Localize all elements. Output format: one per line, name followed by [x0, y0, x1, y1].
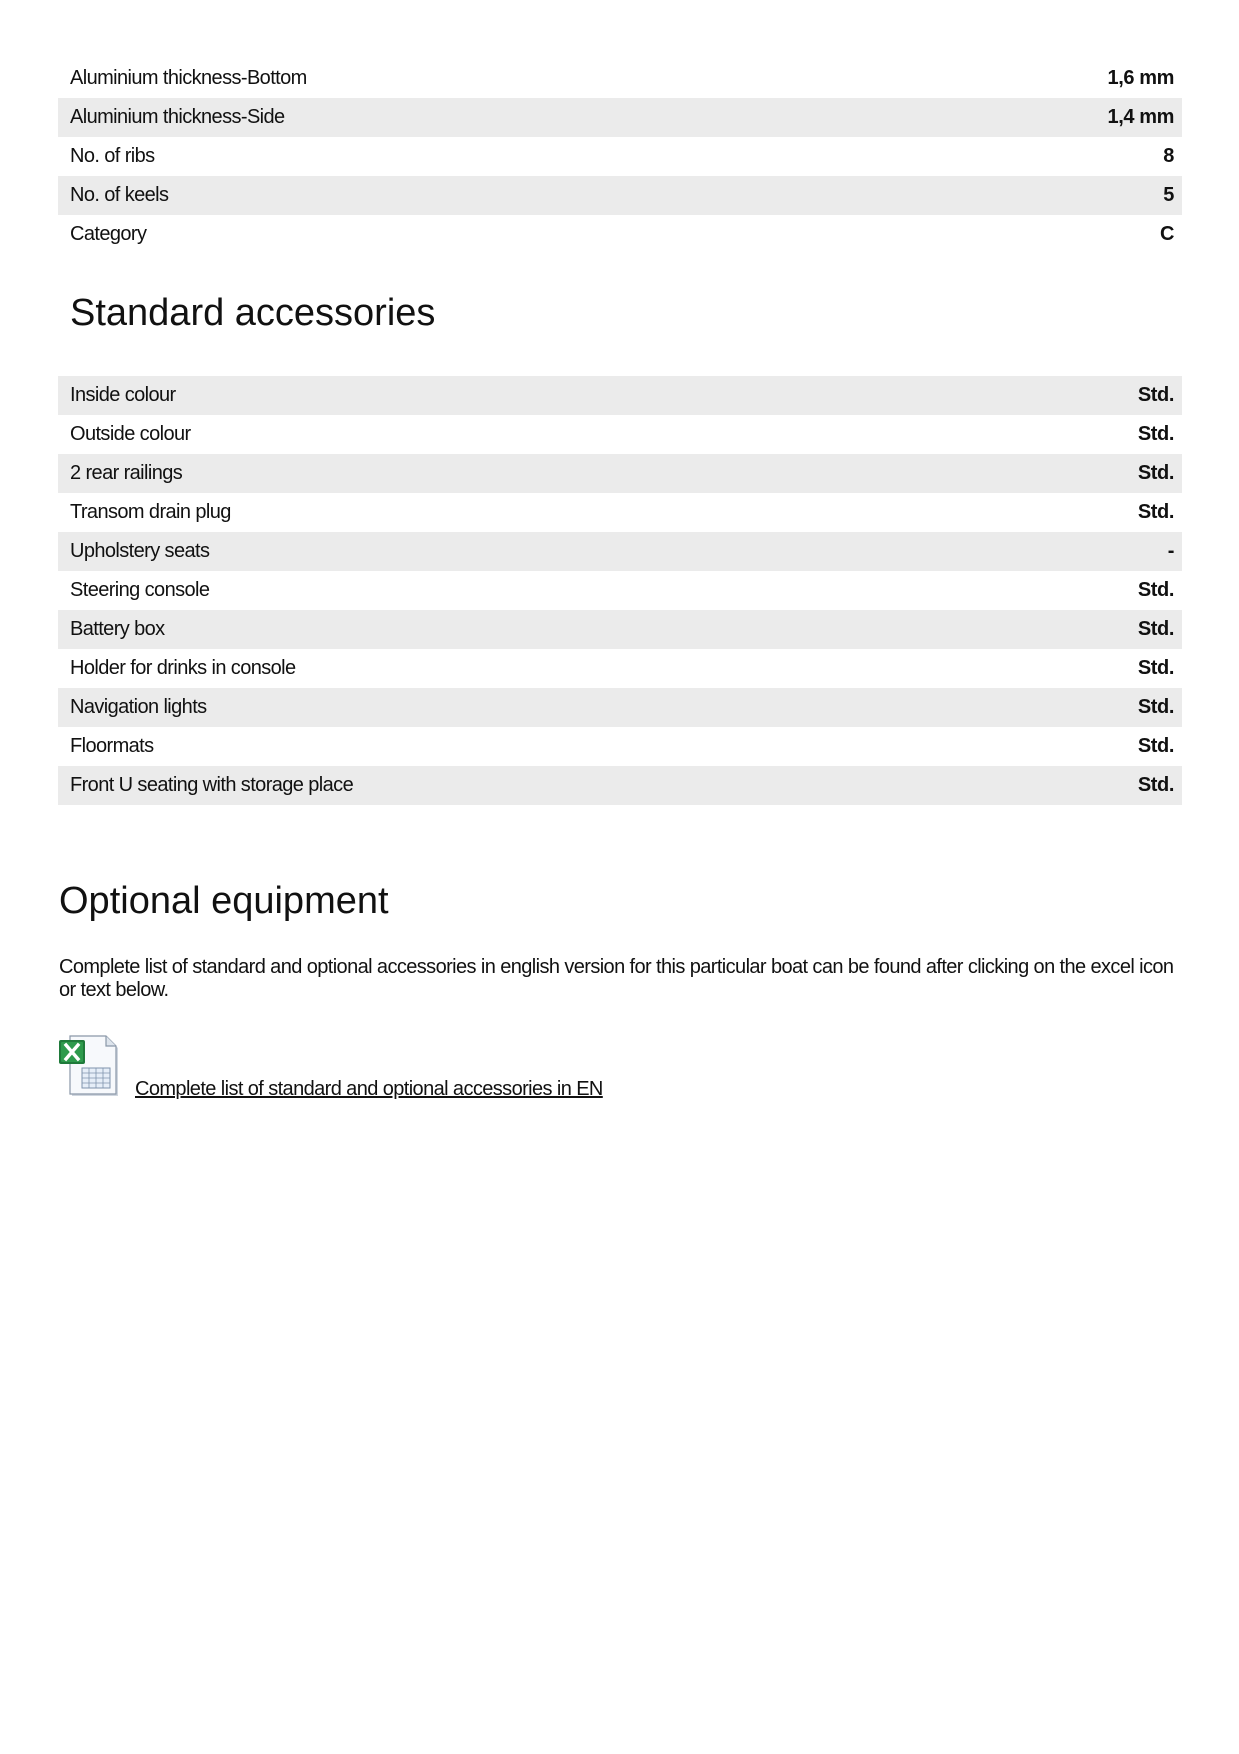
spec-row	[58, 176, 1182, 215]
spec-value: 5	[1163, 184, 1174, 206]
accessory-label: Floormats	[70, 735, 154, 757]
accessory-value: -	[1167, 540, 1174, 562]
accessory-label: Battery box	[70, 618, 165, 640]
accessory-label: 2 rear railings	[70, 462, 183, 484]
accessory-label: Holder for drinks in console	[70, 657, 296, 679]
spec-label: No. of keels	[70, 184, 169, 206]
spec-label: No. of ribs	[70, 145, 155, 167]
spec-label: Aluminium thickness-Side	[70, 106, 285, 128]
accessory-row	[58, 493, 1182, 532]
accessory-row	[58, 610, 1182, 649]
spec-label: Aluminium thickness-Bottom	[70, 67, 307, 89]
accessory-value: Std.	[1137, 579, 1174, 601]
accessory-row	[58, 727, 1182, 766]
accessory-row	[58, 532, 1182, 571]
accessory-label: Outside colour	[70, 423, 191, 445]
spec-label: Category	[70, 223, 147, 245]
specs-table	[58, 59, 1182, 254]
accessory-label: Upholstery seats	[70, 540, 210, 562]
accessory-value: Std.	[1137, 501, 1174, 523]
accessory-row	[58, 688, 1182, 727]
optional-equipment-heading: Optional equipment	[59, 880, 389, 922]
accessory-value: Std.	[1137, 423, 1174, 445]
accessory-label: Transom drain plug	[70, 501, 231, 523]
excel-file-icon[interactable]	[58, 1034, 122, 1098]
standard-accessories-heading: Standard accessories	[70, 292, 436, 334]
accessory-value: Std.	[1137, 618, 1174, 640]
accessory-value: Std.	[1137, 696, 1174, 718]
accessory-value: Std.	[1137, 384, 1174, 406]
spec-row	[58, 98, 1182, 137]
optional-equipment-description: Complete list of standard and optional accessories in english version for this particular boat can be found after clicking on the excel icon or text below.	[59, 956, 1174, 1001]
accessory-label: Navigation lights	[70, 696, 207, 718]
accessories-list-link[interactable]: Complete list of standard and optional accessories in EN	[135, 1078, 603, 1100]
accessory-label: Steering console	[70, 579, 210, 601]
accessory-row	[58, 415, 1182, 454]
accessory-row	[58, 571, 1182, 610]
accessory-label: Inside colour	[70, 384, 176, 406]
accessory-row	[58, 649, 1182, 688]
accessory-row	[58, 376, 1182, 415]
spec-value: 1,4 mm	[1107, 106, 1174, 128]
spec-value: C	[1159, 223, 1174, 245]
accessory-row	[58, 454, 1182, 493]
accessory-row	[58, 766, 1182, 805]
spec-row	[58, 137, 1182, 176]
spec-row	[58, 215, 1182, 254]
spec-value: 1,6 mm	[1107, 67, 1174, 89]
accessory-value: Std.	[1137, 735, 1174, 757]
standard-accessories-table	[58, 376, 1182, 805]
accessory-label: Front U seating with storage place	[70, 774, 354, 796]
spec-row	[58, 59, 1182, 98]
accessory-value: Std.	[1137, 774, 1174, 796]
accessory-value: Std.	[1137, 462, 1174, 484]
spec-value: 8	[1163, 145, 1174, 167]
accessory-value: Std.	[1137, 657, 1174, 679]
